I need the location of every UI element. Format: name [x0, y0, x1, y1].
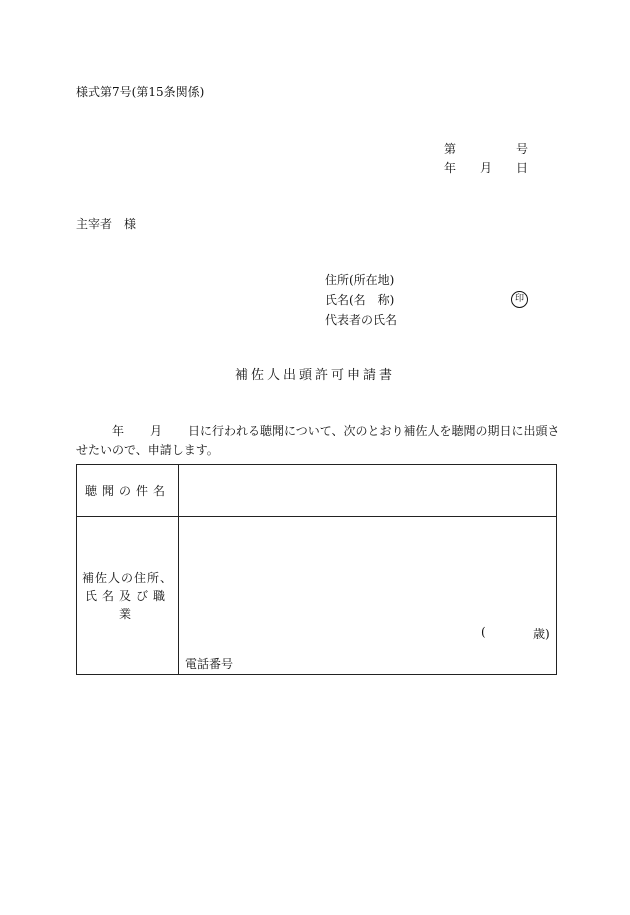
body-line1-rest: 日に行われる聴聞について、次のとおり補佐人を聴聞の期日に出頭さ	[188, 424, 560, 438]
hearing-case-label-cell	[77, 465, 179, 517]
hearing-case-value-cell	[179, 465, 557, 517]
assistant-value-cell	[179, 517, 557, 675]
body-text-line1	[76, 425, 560, 437]
form-number: 様式第7号(第15条関係)	[76, 85, 205, 99]
applicant-name-label: 氏名(名 称)	[325, 293, 395, 307]
application-table	[76, 464, 557, 675]
recipient: 主宰者 様	[76, 217, 137, 231]
table-row	[77, 517, 557, 675]
date-year-label: 年	[444, 161, 457, 175]
doc-number-suffix: 号	[516, 142, 529, 156]
doc-number-prefix: 第	[444, 142, 457, 156]
age-open-paren: (	[481, 625, 486, 639]
assistant-label-cell	[77, 517, 179, 675]
document-title: 補佐人出頭許可申請書	[234, 368, 395, 383]
date-month-label: 月	[480, 161, 493, 175]
hearing-case-label: 聴聞の件名	[84, 483, 170, 498]
representative-name-label: 代表者の氏名	[325, 313, 398, 327]
assistant-label-line2: 氏名及び職業	[84, 588, 170, 621]
body-year: 年	[112, 424, 125, 438]
table-row	[77, 465, 557, 517]
age-close-label: 歳)	[533, 627, 550, 641]
body-text-line2: せたいので、申請します。	[76, 443, 219, 457]
seal-icon: 印	[511, 291, 528, 308]
body-month: 月	[150, 424, 163, 438]
phone-label: 電話番号	[185, 657, 234, 671]
date-day-label: 日	[516, 161, 529, 175]
assistant-label-line1: 補佐人の住所、	[81, 570, 173, 585]
applicant-address-label: 住所(所在地)	[325, 273, 395, 287]
